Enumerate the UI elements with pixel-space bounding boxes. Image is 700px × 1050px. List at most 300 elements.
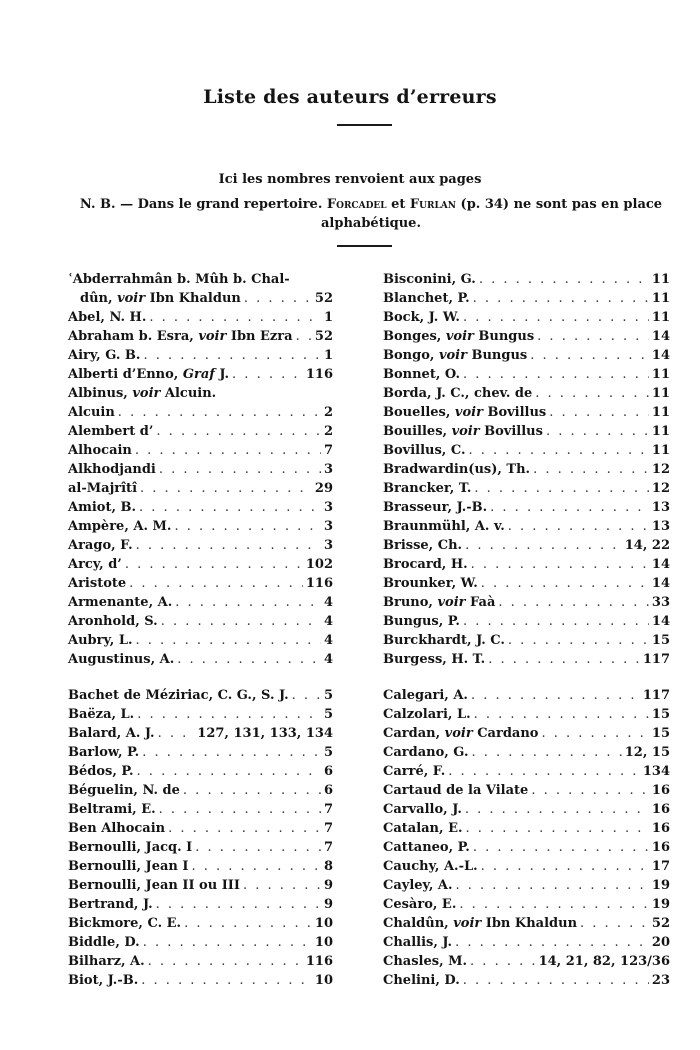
note-prefix: N. B. — Dans le grand repertoire.: [79, 197, 323, 212]
entry-page: 7: [323, 840, 333, 855]
entry-page: 8: [323, 859, 333, 874]
entry-name: [68, 460, 156, 479]
entry-page: 116: [305, 576, 333, 591]
leader-dots: [175, 593, 321, 612]
entry-page: 16: [651, 840, 670, 855]
entry-author: Abraham b. Esra,: [68, 329, 194, 344]
leader-dots: [456, 876, 649, 895]
index-entry: [68, 762, 333, 781]
entry-page: 10: [314, 935, 333, 950]
entry-page: 9: [323, 897, 333, 912]
entry-name: [68, 724, 155, 743]
entry-name: [383, 460, 530, 479]
entry-author: Chaldûn,: [383, 916, 449, 931]
index-entry: [68, 800, 333, 819]
entry-author: Bradwardin(us), Th.: [383, 462, 531, 477]
entry-page: 16: [651, 821, 670, 836]
entry-author: Brasseur, J.-B.: [383, 500, 488, 515]
entry-page: 11: [651, 424, 670, 439]
leader-dots: [243, 876, 321, 895]
leader-dots: [463, 308, 649, 327]
entry-page: 14, 22: [624, 538, 670, 553]
entry-author: Arago, F.: [68, 538, 133, 553]
leader-dots: [148, 952, 303, 971]
index-entry: [383, 838, 670, 857]
index-entry: [383, 289, 670, 308]
leader-dots: [473, 289, 649, 308]
leader-dots: [125, 555, 303, 574]
index-entry: [68, 838, 333, 857]
entry-name: [383, 517, 505, 536]
entry-author: Airy, G. B.: [68, 348, 141, 363]
leader-dots: [136, 536, 321, 555]
entry-name: [383, 762, 445, 781]
entry-name: [68, 686, 289, 705]
entry-author: Baëza, L.: [68, 707, 135, 722]
entry-page: 5: [323, 707, 333, 722]
entry-author: ʿAbderrahmân b. Mûh b. Chal-: [68, 272, 290, 287]
index-entry: [68, 365, 333, 384]
entry-name: [68, 441, 132, 460]
entry-author: Cayley, A.: [383, 878, 453, 893]
entry-page: 127, 131, 133, 134: [197, 726, 333, 741]
entry-name: [383, 612, 460, 631]
entry-author: Ampère, A. M.: [68, 519, 172, 534]
entry-page: 15: [651, 726, 670, 741]
entry-author: Albinus,: [68, 386, 128, 401]
index-entry: [383, 441, 670, 460]
entry-page: 33: [651, 595, 670, 610]
entry-name: [383, 384, 532, 403]
entry-author: Catalan, E.: [383, 821, 463, 836]
entry-name: [68, 914, 181, 933]
leader-dots: [481, 857, 649, 876]
entry-author: Bickmore, C. E.: [68, 916, 182, 931]
leader-dots: [535, 384, 649, 403]
entry-name: [68, 762, 134, 781]
note-divider: [337, 245, 392, 247]
leader-dots: [118, 403, 321, 422]
leader-dots: [474, 479, 649, 498]
entry-author: Bonges,: [383, 329, 442, 344]
entry-name: [383, 479, 471, 498]
index-entry: [68, 403, 333, 422]
entry-name: [68, 819, 165, 838]
entry-name: [68, 895, 153, 914]
leader-dots: [463, 612, 649, 631]
index-entry: [68, 384, 333, 403]
entry-author: Bungus, P.: [383, 614, 460, 629]
index-entry: [68, 631, 333, 650]
index-entry: [383, 327, 670, 346]
index-entry: [68, 895, 333, 914]
note-name-forcadel: Forcadel: [326, 197, 387, 212]
entry-name: [383, 876, 453, 895]
entry-name: [383, 933, 452, 952]
entry-name: [68, 536, 133, 555]
entry-page: 16: [651, 783, 670, 798]
entry-name: [68, 781, 180, 800]
index-entry: [68, 498, 333, 517]
leader-dots: [471, 686, 640, 705]
entry-author: Cauchy, A.-L.: [383, 859, 478, 874]
entry-name: [68, 857, 188, 876]
entry-name: [68, 574, 126, 593]
entry-author: Bouilles,: [383, 424, 448, 439]
entry-see: voir: [453, 916, 482, 931]
entry-page: 102: [305, 557, 333, 572]
entry-page: 11: [651, 443, 670, 458]
leader-dots: [232, 365, 303, 384]
entry-page: 4: [323, 633, 333, 648]
entry-name: [68, 971, 138, 990]
entry-author: Bachet de Méziriac, C. G., S. J.: [68, 688, 289, 703]
entry-author: Burgess, H. T.: [383, 652, 486, 667]
leader-dots: [463, 971, 649, 990]
entry-author: Braunmühl, A. v.: [383, 519, 505, 534]
entry-page: 13: [651, 500, 670, 515]
entry-page: 19: [651, 897, 670, 912]
index-entry: [68, 479, 333, 498]
entry-name: [68, 838, 192, 857]
entry-name: [68, 743, 139, 762]
index-entry: [68, 971, 333, 990]
entry-name: [68, 800, 156, 819]
entry-page: 23: [651, 973, 670, 988]
entry-name: [383, 365, 460, 384]
entry-page: 14: [651, 348, 670, 363]
leader-dots: [159, 800, 321, 819]
entry-page: 12: [651, 481, 670, 496]
index-entry: [68, 346, 333, 365]
entry-page: 14: [651, 614, 670, 629]
entry-name: [80, 289, 241, 308]
entry-name: [383, 308, 460, 327]
entry-see: voir: [437, 595, 466, 610]
entry-author: Ben Alhocain: [68, 821, 166, 836]
entry-name: [68, 422, 153, 441]
leader-dots: [158, 724, 195, 743]
entry-author: Barlow, P.: [68, 745, 140, 760]
leader-dots: [137, 705, 321, 724]
leader-dots: [191, 857, 321, 876]
index-entry: [383, 460, 670, 479]
entry-author: Borda, J. C., chev. de: [383, 386, 533, 401]
index-entry: [383, 612, 670, 631]
entry-author: Alberti d’Enno,: [68, 367, 179, 382]
leader-dots: [448, 762, 640, 781]
index-entry: [68, 536, 333, 555]
entry-author: Bilharz, A.: [68, 954, 145, 969]
leader-dots: [459, 895, 649, 914]
entry-page: 16: [651, 802, 670, 817]
index-entry: [383, 952, 670, 971]
entry-name: [383, 914, 577, 933]
index-entry: [68, 327, 333, 346]
entry-page: 2: [323, 424, 333, 439]
entry-name: [68, 705, 134, 724]
entry-name: [68, 384, 216, 403]
entry-author: Cartaud de la Vilate: [383, 783, 529, 798]
note-suffix: (p. 34) ne sont pas en place alphabétique.: [321, 197, 663, 231]
index-entry: [383, 555, 670, 574]
entry-page: 1: [323, 348, 333, 363]
entry-author: Chelini, D.: [383, 973, 460, 988]
entry-see-target: Bovillus: [487, 405, 547, 420]
entry-name: [383, 819, 463, 838]
entry-name: [68, 876, 240, 895]
leader-dots: [149, 308, 321, 327]
entry-page: 14: [651, 557, 670, 572]
entry-see: voir: [198, 329, 227, 344]
leader-dots: [470, 952, 536, 971]
entry-name: [383, 800, 462, 819]
entry-see-target: Bovillus: [484, 424, 543, 439]
index-entry: [383, 876, 670, 895]
entry-author: Cardan,: [383, 726, 441, 741]
leader-dots: [469, 441, 649, 460]
index-entry: [68, 650, 333, 669]
index-entry: [383, 781, 670, 800]
entry-see-target: Bungus: [471, 348, 528, 363]
entry-author: Balard, A. J.: [68, 726, 155, 741]
entry-author: Augustinus, A.: [68, 652, 175, 667]
leader-dots: [471, 555, 649, 574]
entry-name: [68, 517, 171, 536]
leader-dots: [465, 800, 649, 819]
entry-page: 116: [305, 367, 333, 382]
entry-author: Cattaneo, P.: [383, 840, 470, 855]
entry-name: [383, 952, 467, 971]
index-entry: [68, 857, 333, 876]
index-entry: [383, 346, 670, 365]
index-entry: [68, 612, 333, 631]
entry-page: 3: [323, 519, 333, 534]
leader-dots: [168, 819, 321, 838]
entry-page: 52: [314, 291, 333, 306]
entry-page: 4: [323, 652, 333, 667]
entry-author: Brocard, H.: [383, 557, 468, 572]
entry-page: 116: [305, 954, 333, 969]
entry-author: Carré, F.: [383, 764, 446, 779]
index-entry: [68, 686, 333, 705]
entry-author: Bertrand, J.: [68, 897, 153, 912]
entry-name: [68, 308, 146, 327]
index-entry: [68, 517, 333, 536]
entry-name: [383, 743, 468, 762]
index-entry: [68, 270, 333, 289]
entry-author: Bongo,: [383, 348, 435, 363]
index-entry: [383, 800, 670, 819]
entry-see-target: Ibn Khaldun: [485, 916, 578, 931]
leader-dots: [531, 781, 649, 800]
entry-see: voir: [444, 726, 473, 741]
entry-author: Bernoulli, Jacq. I: [68, 840, 193, 855]
entry-name: [383, 498, 487, 517]
entry-author: Biot, J.-B.: [68, 973, 139, 988]
page-title: Liste des auteurs d’erreurs: [203, 86, 497, 108]
entry-author: Aronhold, S.: [68, 614, 158, 629]
entry-author: Alembert d’: [68, 424, 154, 439]
entry-see: voir: [132, 386, 161, 401]
leader-dots: [296, 327, 312, 346]
entry-name: [383, 403, 546, 422]
index-group-a: [68, 270, 333, 669]
index-entry: [383, 422, 670, 441]
leader-dots: [156, 895, 321, 914]
entry-author: al-Majrîtî: [68, 481, 138, 496]
entry-name: [68, 346, 140, 365]
entry-name: [383, 724, 538, 743]
entry-author: Bédos, P.: [68, 764, 134, 779]
entry-name: [383, 536, 462, 555]
entry-page: 20: [651, 935, 670, 950]
leader-dots: [474, 705, 649, 724]
leader-dots: [580, 914, 649, 933]
entry-name: [383, 781, 528, 800]
index-entry: [68, 441, 333, 460]
index-entry: [68, 460, 333, 479]
entry-author: Bonnet, O.: [383, 367, 460, 382]
entry-page: 134: [642, 764, 670, 779]
index-entry: [383, 705, 670, 724]
index-entry: [68, 819, 333, 838]
index-entry: [383, 498, 670, 517]
entry-name: [383, 686, 468, 705]
entry-see-target: Bungus: [478, 329, 535, 344]
entry-name: [383, 650, 485, 669]
leader-dots: [143, 346, 321, 365]
entry-see: voir: [451, 424, 480, 439]
entry-page: 15: [651, 633, 670, 648]
entry-author: Calzolari, L.: [383, 707, 471, 722]
entry-page: 11: [651, 367, 670, 382]
entry-page: 11: [651, 405, 670, 420]
leader-dots: [143, 933, 312, 952]
entry-page: 10: [314, 916, 333, 931]
entry-author: Amiot, B.: [68, 500, 137, 515]
leader-dots: [481, 574, 649, 593]
entry-name: [383, 422, 543, 441]
entry-page: 3: [323, 538, 333, 553]
entry-author: Arcy, d’: [68, 557, 122, 572]
index-entry: [68, 781, 333, 800]
index-entry: [383, 593, 670, 612]
leader-dots: [142, 743, 321, 762]
leader-dots: [466, 819, 649, 838]
entry-name: [383, 631, 505, 650]
entry-page: 6: [323, 783, 333, 798]
index-entry: [383, 365, 670, 384]
entry-author: Brounker, W.: [383, 576, 478, 591]
leader-dots: [465, 536, 622, 555]
index-entry: [383, 724, 670, 743]
leader-dots: [159, 460, 321, 479]
entry-author: Béguelin, N. de: [68, 783, 180, 798]
leader-dots: [508, 631, 649, 650]
entry-author: Bernoulli, Jean II ou III: [68, 878, 240, 893]
entry-page: 11: [651, 272, 670, 287]
entry-see-target: Cardano: [477, 726, 539, 741]
leader-dots: [139, 498, 321, 517]
entry-page: 1: [323, 310, 333, 325]
entry-name: [68, 555, 122, 574]
index-entry: [68, 724, 333, 743]
entry-page: 4: [323, 614, 333, 629]
entry-page: 14: [651, 576, 670, 591]
editorial-note: [68, 195, 674, 233]
leader-dots: [473, 838, 649, 857]
entry-page: 4: [323, 595, 333, 610]
entry-page: 2: [323, 405, 333, 420]
leader-dots: [177, 650, 321, 669]
index-entry: [383, 933, 670, 952]
entry-author: Alkhodjandi: [68, 462, 156, 477]
leader-dots: [195, 838, 321, 857]
entry-name: [68, 650, 174, 669]
leader-dots: [244, 289, 312, 308]
entry-name: [68, 327, 293, 346]
index-entry: [383, 479, 670, 498]
index-entry: [68, 308, 333, 327]
entry-name: [383, 574, 478, 593]
entry-page: 7: [323, 443, 333, 458]
index-entry: [68, 593, 333, 612]
index-entry: [383, 971, 670, 990]
leader-dots: [546, 422, 649, 441]
entry-page: 6: [323, 764, 333, 779]
entry-name: [68, 365, 229, 384]
entry-name: [383, 327, 534, 346]
entry-see: voir: [438, 348, 467, 363]
leader-dots: [479, 270, 649, 289]
entry-author: dûn,: [80, 291, 113, 306]
leader-dots: [471, 743, 621, 762]
entry-author: Bisconini, G.: [383, 272, 476, 287]
entry-page: 11: [651, 386, 670, 401]
entry-page: 13: [651, 519, 670, 534]
leader-dots: [498, 593, 649, 612]
entry-author: Armenante, A.: [68, 595, 173, 610]
leader-dots: [508, 517, 649, 536]
leader-dots: [136, 631, 321, 650]
entry-name: [68, 270, 290, 289]
entry-author: Cesàro, E.: [383, 897, 457, 912]
index-entry: [68, 743, 333, 762]
note-mid: et: [391, 197, 406, 212]
subtitle: Ici les nombres renvoient aux pages: [218, 172, 482, 187]
entry-name: [383, 346, 527, 365]
entry-author: Bernoulli, Jean I: [68, 859, 189, 874]
index-entry: [383, 762, 670, 781]
entry-name: [383, 838, 470, 857]
entry-see-target: Ibn Ezra: [230, 329, 293, 344]
entry-page: 117: [642, 652, 670, 667]
title-divider: [337, 124, 392, 126]
entry-page: 7: [323, 821, 333, 836]
index-entry: [383, 270, 670, 289]
index-entry: [68, 952, 333, 971]
entry-author: Bock, J. W.: [383, 310, 460, 325]
leader-dots: [541, 724, 648, 743]
index-entry: [68, 933, 333, 952]
entry-author: Beltrami, E.: [68, 802, 156, 817]
entry-page: 11: [651, 291, 670, 306]
leader-dots: [156, 422, 321, 441]
entry-author: Bruno,: [383, 595, 433, 610]
index-entry: [68, 555, 333, 574]
leader-dots: [488, 650, 640, 669]
